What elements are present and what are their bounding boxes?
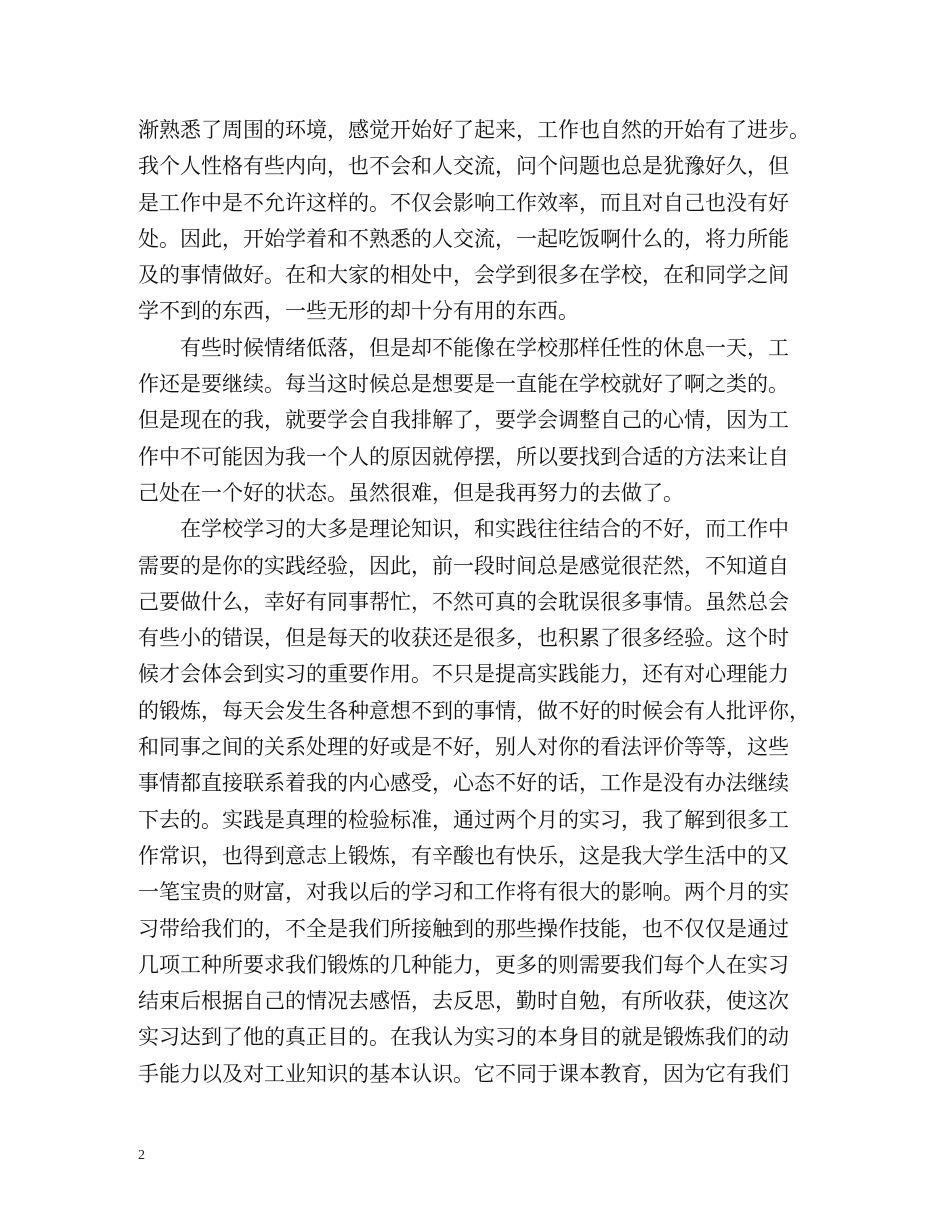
text-line: 有些时候情绪低落，但是却不能像在学校那样任性的休息一天，工 <box>180 335 789 360</box>
text-line: 候才会体会到实习的重要作用。不只是提高实践能力，还有对心理能力 <box>138 662 789 687</box>
text-line: 渐熟悉了周围的环境，感觉开始好了起来，工作也自然的开始有了进步。 <box>138 118 810 142</box>
text-line: 手能力以及对工业知识的基本认识。它不同于课本教育，因为它有我们 <box>138 1061 789 1086</box>
text-line: 事情都直接联系着我的内心感受，心态不好的话，工作是没有办法继续 <box>138 771 789 796</box>
text-line: 己处在一个好的状态。虽然很难，但是我再努力的去做了。 <box>138 480 684 505</box>
text-line: 结束后根据自己的情况去感悟，去反思，勤时自勉，有所收获，使这次 <box>138 989 789 1014</box>
text-line: 需要的是你的实践经验，因此，前一段时间总是感觉很茫然，不知道自 <box>138 553 789 578</box>
text-line: 处。因此，开始学着和不熟悉的人交流，一起吃饭啊什么的，将力所能 <box>138 226 789 251</box>
text-line: 作常识，也得到意志上锻炼，有辛酸也有快乐，这是我大学生活中的又 <box>138 843 789 868</box>
text-line: 在学校学习的大多是理论知识，和实践往往结合的不好，而工作中 <box>180 517 789 542</box>
text-line: 我个人性格有些内向，也不会和人交流，问个问题也总是犹豫好久，但 <box>138 154 789 179</box>
text-line: 和同事之间的关系处理的好或是不好，别人对你的看法评价等等，这些 <box>138 735 789 760</box>
text-line: 一笔宝贵的财富，对我以后的学习和工作将有很大的影响。两个月的实 <box>138 880 789 905</box>
text-line: 及的事情做好。在和大家的相处中，会学到很多在学校，在和同学之间 <box>138 263 789 288</box>
text-line: 学不到的东西，一些无形的却十分有用的东西。 <box>138 299 579 324</box>
text-line: 实习达到了他的真正目的。在我认为实习的本身目的就是锻炼我们的动 <box>138 1025 789 1050</box>
text-line: 几项工种所要求我们锻炼的几种能力，更多的则需要我们每个人在实习 <box>138 952 789 977</box>
text-line: 习带给我们的，不全是我们所接触到的那些操作技能，也不仅仅是通过 <box>138 916 789 941</box>
text-line: 的锻炼，每天会发生各种意想不到的事情，做不好的时候会有人批评你， <box>138 698 810 723</box>
text-line: 己要做什么，幸好有同事帮忙，不然可真的会耽误很多事情。虽然总会 <box>138 589 789 614</box>
text-line: 但是现在的我，就要学会自我排解了，要学会调整自己的心情，因为工 <box>138 408 789 433</box>
text-line: 有些小的错误，但是每天的收获还是很多，也积累了很多经验。这个时 <box>138 626 789 651</box>
document-body <box>138 112 838 1092</box>
page-number: 2 <box>138 1148 145 1163</box>
text-line: 作还是要继续。每当这时候总是想要是一直能在学校就好了啊之类的。 <box>138 372 789 397</box>
text-line: 作中不可能因为我一个人的原因就停摆，所以要找到合适的方法来让自 <box>138 444 789 469</box>
text-line: 是工作中是不允许这样的。不仅会影响工作效率，而且对自己也没有好 <box>138 190 789 215</box>
text-line: 下去的。实践是真理的检验标准，通过两个月的实习，我了解到很多工 <box>138 807 789 832</box>
